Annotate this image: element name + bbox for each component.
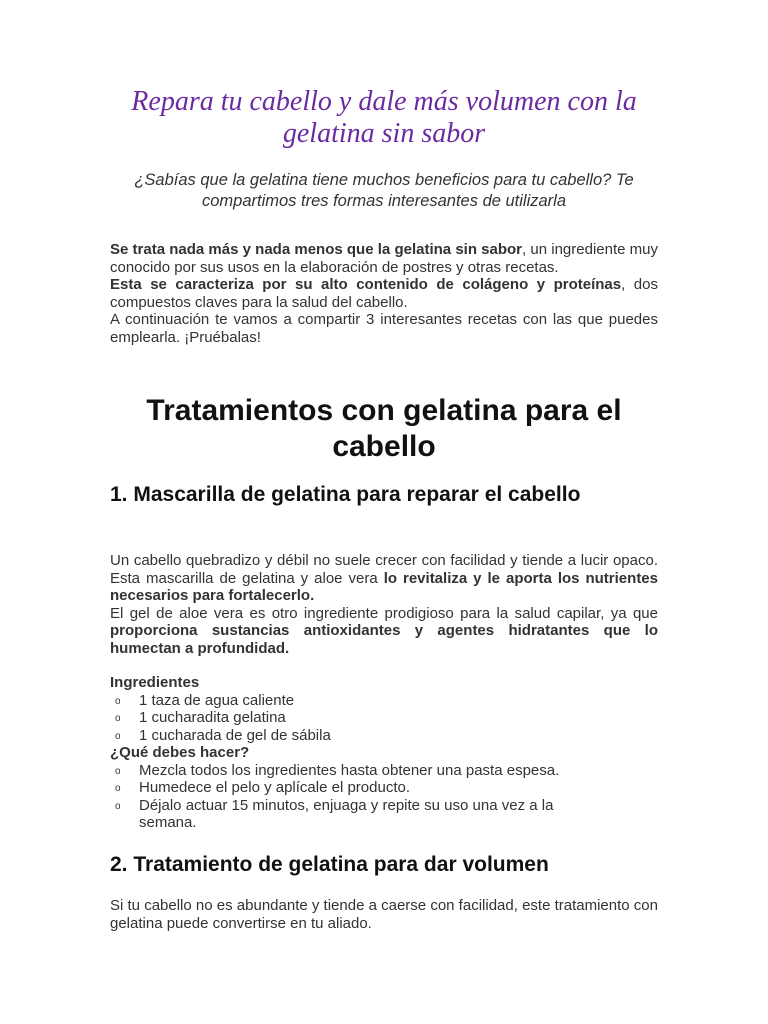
ingredient-text: 1 taza de agua caliente bbox=[139, 691, 295, 709]
intro-paragraph-3: A continuación te vamos a compartir 3 interesantes recetas con las que puedes emplearla. ¡Pruébalas! bbox=[110, 311, 658, 346]
list-item bbox=[110, 762, 658, 780]
treatment-1-bold-1: lo revitaliza y le aporta los nutrientes necesarios para fortalecerlo. bbox=[110, 569, 658, 604]
bullet-icon: o bbox=[115, 695, 121, 707]
list-item bbox=[110, 692, 658, 710]
intro-bold-1: Se trata nada más y nada menos que la gelatina sin sabor bbox=[110, 241, 523, 258]
intro-paragraph-1 bbox=[110, 241, 658, 276]
bullet-icon: o bbox=[115, 765, 121, 777]
list-item bbox=[110, 727, 658, 745]
bullet-icon: o bbox=[115, 783, 121, 794]
treatment-1-text-2: El gel de aloe vera es otro ingrediente prodigioso para la salud capilar, ya que bbox=[110, 604, 658, 622]
steps-label: ¿Qué debes hacer? bbox=[110, 744, 250, 761]
bullet-icon: o bbox=[115, 713, 121, 724]
intro-bold-2: Esta se caracteriza por su alto contenido de colágeno y proteínas bbox=[110, 276, 622, 293]
section-title: Tratamientos con gelatina para el cabello bbox=[146, 394, 622, 463]
step-text: Mezcla todos los ingredientes hasta obtener una pasta espesa. bbox=[139, 761, 560, 779]
intro-paragraphs bbox=[110, 241, 658, 346]
ingredients-list bbox=[110, 692, 658, 745]
treatment-1-body bbox=[110, 552, 658, 657]
list-item bbox=[110, 779, 658, 797]
bullet-icon: o bbox=[115, 800, 121, 812]
treatment-2-heading: 2. Tratamiento de gelatina para dar volumen bbox=[110, 853, 549, 876]
treatment-1-paragraph-1 bbox=[110, 552, 658, 605]
steps-list bbox=[110, 762, 658, 832]
article-title: Repara tu cabello y dale más volumen con la gelatina sin sabor bbox=[131, 86, 637, 149]
intro-paragraph-2 bbox=[110, 276, 658, 311]
treatment-1-heading: 1. Mascarilla de gelatina para reparar el cabello bbox=[110, 483, 581, 506]
intro-text-1: , un ingrediente muy conocido por sus usos en la elaboración de postres y otras recetas. bbox=[110, 241, 659, 276]
treatment-1-instructions bbox=[110, 674, 658, 832]
list-item bbox=[110, 797, 658, 832]
treatment-1-bold-2: proporciona sustancias antioxidantes y agentes hidratantes que lo humectan a profundidad. bbox=[110, 622, 658, 657]
treatment-1-paragraph-2 bbox=[110, 605, 658, 658]
step-text: Déjalo actuar 15 minutos, enjuaga y repite su uso una vez a la semana. bbox=[139, 796, 554, 831]
step-text: Humedece el pelo y aplícale el producto. bbox=[139, 779, 410, 796]
intro-text-2: , dos compuestos claves para la salud del cabello. bbox=[110, 276, 658, 311]
treatment-2-paragraph: Si tu cabello no es abundante y tiende a caerse con facilidad, este tratamiento con gelatina puede convertirse en tu aliado. bbox=[110, 897, 658, 932]
ingredients-label: Ingredientes bbox=[110, 674, 200, 691]
ingredient-text: 1 cucharadita gelatina bbox=[139, 709, 286, 726]
ingredient-text: 1 cucharada de gel de sábila bbox=[139, 726, 331, 744]
article-subtitle: ¿Sabías que la gelatina tiene muchos beneficios para tu cabello? Te compartimos tres formas interesantes de utilizarla bbox=[134, 171, 634, 210]
list-item bbox=[110, 709, 658, 727]
treatment-1-text-1: Un cabello quebradizo y débil no suele crecer con facilidad y tiende a lucir opaco. Esta mascarilla de gelatina y aloe vera bbox=[110, 552, 658, 587]
bullet-icon: o bbox=[115, 730, 121, 742]
